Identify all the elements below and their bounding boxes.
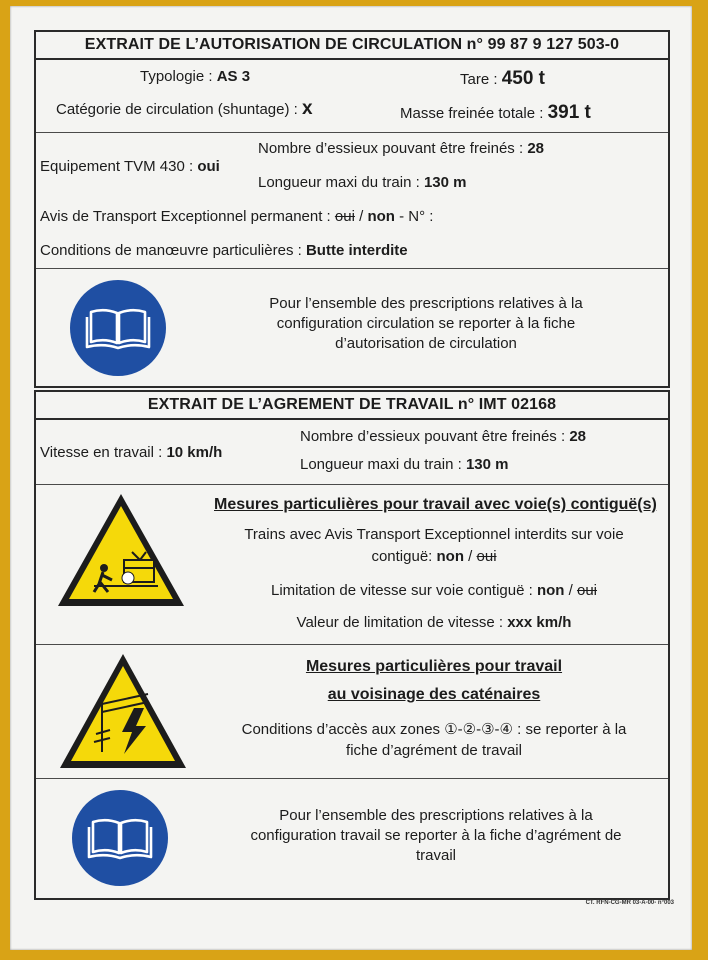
catenaire-title-line1: Mesures particulières pour travail bbox=[305, 658, 563, 675]
divider bbox=[36, 644, 668, 645]
valeur-row: Valeur de limitation de vitesse : xxx km/h bbox=[296, 614, 572, 631]
divider bbox=[36, 778, 668, 779]
tare-row: Tare : 450 t bbox=[460, 68, 545, 89]
circulation-section bbox=[34, 30, 670, 388]
trains-line2: contiguë: non / oui bbox=[371, 548, 497, 565]
avis-row: Avis de Transport Exceptionnel permanent : oui / non - N° : bbox=[40, 208, 434, 225]
travail-book-text: Pour l’ensemble des prescriptions relatives à la configuration travail se reporter à la fiche d’agrément de travail bbox=[250, 807, 622, 864]
conditions-row: Conditions de manœuvre particulières : Butte interdite bbox=[40, 242, 408, 259]
travail-longueur-row: Longueur maxi du train : 130 m bbox=[300, 456, 509, 473]
tvm-row: Equipement TVM 430 : oui bbox=[40, 158, 220, 175]
catenaire-title-line2: au voisinage des caténaires bbox=[327, 686, 541, 703]
divider bbox=[36, 268, 668, 269]
worker-near-train-warning-icon bbox=[54, 490, 188, 612]
masse-row: Masse freinée totale : 391 t bbox=[400, 102, 591, 123]
book-icon bbox=[72, 790, 168, 886]
essieux-row: Nombre d’essieux pouvant être freinés : 28 bbox=[258, 140, 544, 157]
vitesse-row: Vitesse en travail : 10 km/h bbox=[40, 444, 223, 461]
acces-line1: Conditions d’accès aux zones ①-②-③-④ : se reporter à la bbox=[241, 721, 627, 738]
circulation-title: EXTRAIT DE L’AUTORISATION DE CIRCULATION n° 99 87 9 127 503-0 bbox=[36, 32, 668, 60]
longueur-row: Longueur maxi du train : 130 m bbox=[258, 174, 467, 191]
contigue-title: Mesures particulières pour travail avec voie(s) contiguë(s) bbox=[214, 496, 657, 513]
categorie-row: Catégorie de circulation (shuntage) : x bbox=[56, 98, 313, 119]
trains-line1: Trains avec Avis Transport Exceptionnel interdits sur voie bbox=[244, 526, 624, 543]
limitation-row: Limitation de vitesse sur voie contiguë : non / oui bbox=[270, 582, 598, 599]
travail-essieux-row: Nombre d’essieux pouvant être freinés : 28 bbox=[300, 428, 586, 445]
footer-reference: CT. RFN-CG-MR 03-A-00- n°003 bbox=[585, 900, 674, 906]
info-plate bbox=[10, 6, 692, 950]
acces-line2: fiche d’agrément de travail bbox=[346, 742, 522, 759]
book-icon bbox=[70, 280, 166, 376]
divider bbox=[36, 484, 668, 485]
divider bbox=[36, 132, 668, 133]
electric-hazard-catenary-icon bbox=[56, 650, 190, 774]
circulation-book-text: Pour l’ensemble des prescriptions relatives à la configuration circulation se reporter à la fiche d’autorisation de circulation bbox=[269, 295, 583, 352]
travail-title: EXTRAIT DE L’AGREMENT DE TRAVAIL n° IMT 02168 bbox=[36, 392, 668, 420]
travail-section bbox=[34, 390, 670, 900]
typologie-row: Typologie : AS 3 bbox=[140, 68, 251, 85]
